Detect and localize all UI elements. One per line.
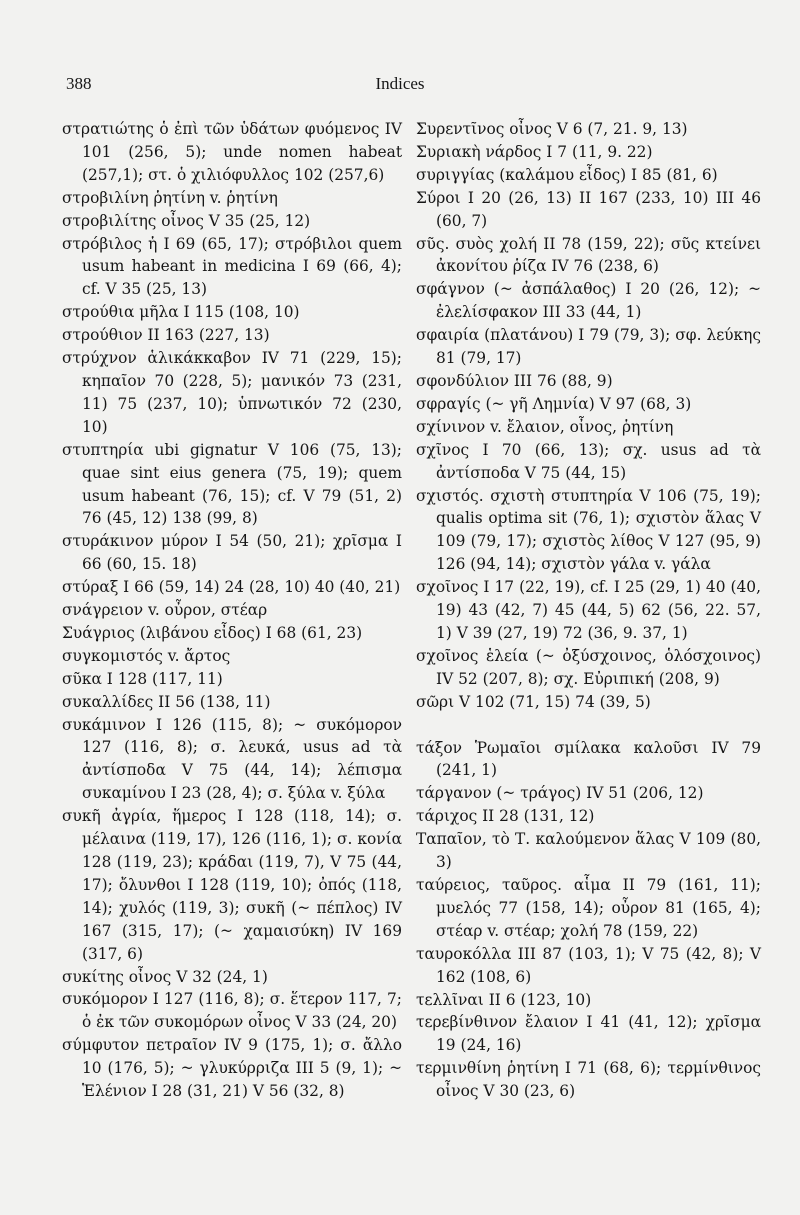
index-entry: σῶρι V 102 (71, 15) 74 (39, 5) — [416, 692, 651, 711]
index-entry: συκαλλίδες II 56 (138, 11) — [62, 692, 271, 711]
index-entry: συριγγίας (καλάμου εἶδος) I 85 (81, 6) — [416, 165, 718, 184]
index-entry: στύραξ I 66 (59, 14) 24 (28, 10) 40 (40, 21) — [62, 578, 401, 597]
index-entry: συκίτης οἶνος V 32 (24, 1) — [62, 967, 268, 986]
index-entry: στρούθια μῆλα I 115 (108, 10) — [62, 303, 300, 322]
index-entry: σφαιρία (πλατάνου) I 79 (79, 3); σφ. λεύκης 81 (79, 17) — [416, 326, 761, 368]
index-entry: σφονδύλιον III 76 (88, 9) — [416, 371, 613, 390]
index-entry: στυράκινον μύρον I 54 (50, 21); χρῖσμα I 66 (60, 15. 18) — [62, 532, 402, 574]
index-entry: σχῖνος I 70 (66, 13); σχ. usus ad τὰ ἀντίσποδα V 75 (44, 15) — [416, 440, 761, 482]
index-entry: τελλῖναι II 6 (123, 10) — [416, 990, 592, 1009]
index-entry: τερεβίνθινον ἔλαιον I 41 (41, 12); χρῖσμα 19 (24, 16) — [416, 1013, 761, 1055]
index-entry: τάριχος II 28 (131, 12) — [416, 807, 595, 826]
index-entry: ταύρειος, ταῦρος. αἷμα II 79 (161, 11); μυελός 77 (158, 14); οὖρον 81 (165, 4); στέαρ v. στέαρ; χολή 78 (159, 22) — [416, 876, 761, 940]
index-entry: σνάγρειον v. οὖρον, στέαρ — [62, 601, 268, 620]
index-entry: συγκομιστός v. ἄρτος — [62, 646, 231, 665]
index-entry: σύμφυτον πετραῖον IV 9 (175, 1); σ. ἄλλο 10 (176, 5); ~ γλυκύρριζα III 5 (9, 1); ~ Ἑλένιον I 28 (31, 21) V 56 (32, 8) — [62, 1036, 402, 1101]
running-title: Indices — [375, 74, 425, 93]
index-entry: Σύροι I 20 (26, 13) II 167 (233, 10) III 46 (60, 7) — [416, 188, 761, 230]
index-entry: στροβιλίνη ῥητίνη v. ῥητίνη — [62, 188, 278, 207]
index-entry: Συάγριος (λιβάνου εἶδος) I 68 (61, 23) — [62, 623, 363, 642]
page-header — [0, 74, 800, 100]
index-entry: Ταπαῖον, τὸ Τ. καλούμενον ἅλας V 109 (80, 3) — [416, 830, 761, 872]
index-entry: σῦς. συὸς χολή II 78 (159, 22); σῦς κτείνει ἀκονίτου ῥίζα IV 76 (238, 6) — [416, 234, 761, 276]
left-index-column — [62, 118, 402, 1103]
index-entry: τάξον Ῥωμαῖοι σμίλακα καλοῦσι IV 79 (241, 1) — [416, 738, 761, 780]
index-entry: στρούθιον II 163 (227, 13) — [62, 326, 270, 345]
index-entry: συκάμινον I 126 (115, 8); ~ συκόμορον 127 (116, 8); σ. λευκά, usus ad τὰ ἀντίσποδα V 75 (44, 14); λέπισμα συκαμίνου I 23 (28, 4); σ. ξύλα v. ξύλα — [62, 715, 402, 803]
index-entry: Συρεντῖνος οἶνος V 6 (7, 21. 9, 13) — [416, 120, 688, 138]
index-entry: Συριακὴ νάρδος I 7 (11, 9. 22) — [416, 142, 653, 161]
index-entry: ταυροκόλλα III 87 (103, 1); V 75 (42, 8); V 162 (108, 6) — [416, 944, 761, 986]
index-entry: σχοῖνος I 17 (22, 19), cf. I 25 (29, 1) 40 (40, 19) 43 (42, 7) 45 (44, 5) 62 (56, 22. 57, 1) V 39 (27, 19) 72 (36, 9. 37, 1) — [416, 578, 761, 642]
right-index-group-s — [416, 118, 761, 714]
index-entry: σφάγνον (~ ἀσπάλαθος) I 20 (26, 12); ~ ἐλελίσφακον III 33 (44, 1) — [416, 280, 761, 322]
index-entry: σχοῖνος ἑλεία (~ ὀξύσχοινος, ὁλόσχοινος) IV 52 (207, 8); σχ. Εὐριπική (208, 9) — [416, 646, 761, 688]
index-entry: τάργανον (~ τράγος) IV 51 (206, 12) — [416, 784, 704, 803]
index-entry: σῦκα I 128 (117, 11) — [62, 669, 223, 688]
index-entry: σχίνινον v. ἔλαιον, οἶνος, ῥητίνη — [416, 417, 674, 436]
right-index-column — [416, 118, 761, 1103]
index-entry: συκόμορον I 127 (116, 8); σ. ἕτερον 117, 7; ὁ ἐκ τῶν συκομόρων οἶνος V 33 (24, 20) — [62, 990, 402, 1032]
page-number: 388 — [66, 74, 92, 93]
index-entry: στρύχνον ἁλικάκκαβον IV 71 (229, 15); κηπαῖον 70 (228, 5); μανικόν 73 (231, 11) 75 (237, 10); ὑπνωτικόν 72 (230, 10) — [62, 349, 402, 436]
index-entry: σχιστός. σχιστὴ στυπτηρία V 106 (75, 19); qualis optima sit (76, 1); σχιστὸν ἅλας V 109 (79, 17); σχιστὸς λίθος V 127 (95, 9) 126 (94, 14); σχιστὸν γάλα v. γάλα — [416, 486, 761, 574]
index-entry: στυπτηρία ubi gignatur V 106 (75, 13); quae sint eius genera (75, 19); quem usum habeant (76, 15); cf. V 79 (51, 2) 76 (45, 12) 138 (99, 8) — [62, 440, 402, 528]
index-entry: τερμινθίνη ῥητίνη I 71 (68, 6); τερμίνθινος οἶνος V 30 (23, 6) — [416, 1059, 761, 1101]
index-entry: στροβιλίτης οἶνος V 35 (25, 12) — [62, 211, 311, 230]
index-entry: στρόβιλος ἡ I 69 (65, 17); στρόβιλοι quem usum habeant in medicina I 69 (66, 4); cf. V 35 (25, 13) — [62, 234, 402, 299]
index-entry: στρατιώτης ὁ ἐπὶ τῶν ὑδάτων φυόμενος IV 101 (256, 5); unde nomen habeat (257,1); στ. ὁ χιλιόφυλλος 102 (257,6) — [62, 120, 402, 184]
right-index-group-t — [416, 737, 761, 1104]
index-entry: σφραγίς (~ γῆ Λημνία) V 97 (68, 3) — [416, 394, 692, 413]
index-entry: συκῆ ἀγρία, ἥμερος I 128 (118, 14); σ. μέλαινα (119, 17), 126 (116, 1); σ. κονία 128 (119, 23); κράδαι (119, 7), V 75 (44, 17); ὄλυνθοι I 128 (119, 10); ὀπός (118, 14); χυλός (119, 3); συκῆ (~ πέπλος) IV 167 (315, 17); (~ χαμαισύκη) IV 169 (317, 6) — [62, 807, 402, 963]
